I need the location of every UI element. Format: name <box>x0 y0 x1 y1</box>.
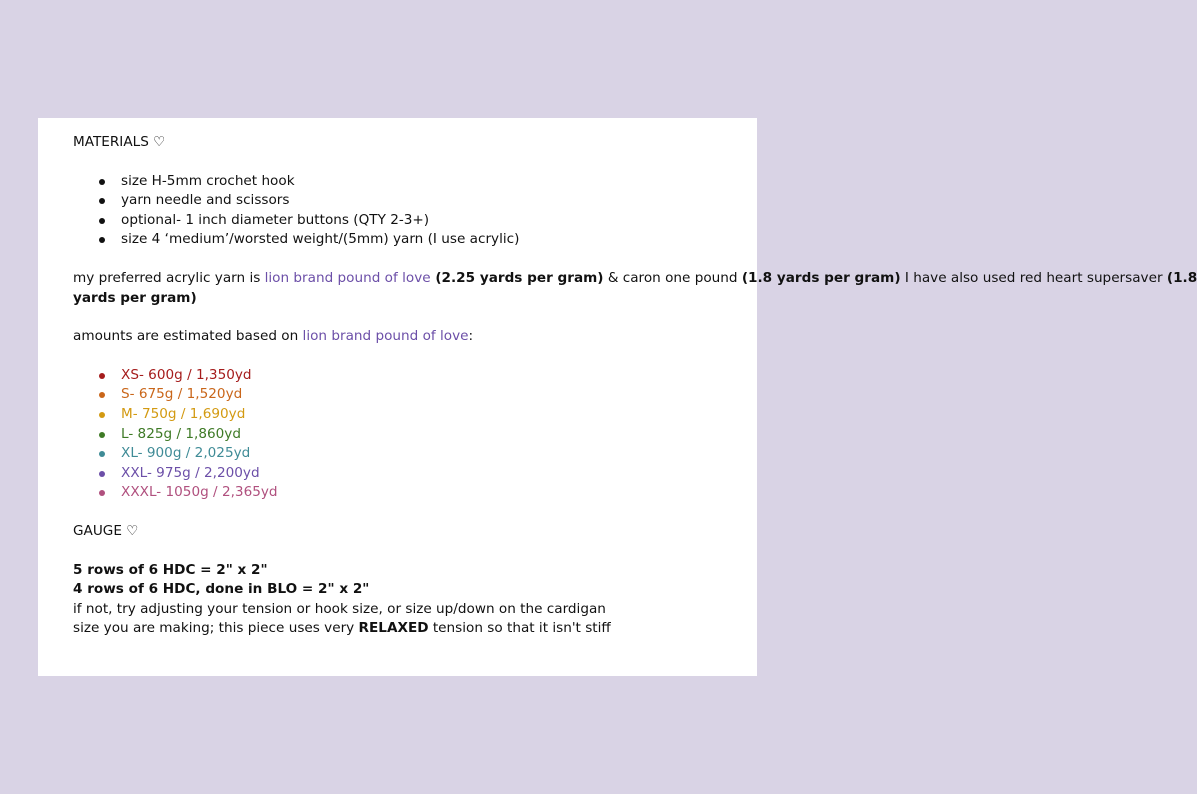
bullet-icon <box>99 392 105 398</box>
amounts-intro: amounts are estimated based on lion brand pound of love: <box>73 328 474 345</box>
yarn-brand-link: lion brand pound of love <box>302 328 469 345</box>
bullet-icon <box>99 237 105 243</box>
bullet-icon <box>99 198 105 204</box>
list-item: size 4 ‘medium’/worsted weight/(5mm) yarn (I use acrylic) <box>73 230 727 250</box>
materials-card <box>38 118 1197 676</box>
gauge-line: 4 rows of 6 HDC, done in BLO = 2" x 2" <box>73 581 370 598</box>
list-item: XXXL- 1050g / 2,365yd <box>73 483 727 503</box>
list-item: L- 825g / 1,860yd <box>73 425 727 445</box>
bullet-icon <box>99 412 105 418</box>
size-amount-list <box>73 366 727 503</box>
yarn-brand-link: lion brand pound of love <box>264 269 431 286</box>
list-item: yarn needle and scissors <box>73 191 727 211</box>
gauge-heading: GAUGE ♡ <box>73 522 139 539</box>
bullet-icon <box>99 490 105 496</box>
bullet-icon <box>99 432 105 438</box>
bullet-icon <box>99 451 105 457</box>
bullet-icon <box>99 373 105 379</box>
gauge-details <box>73 561 727 639</box>
gauge-note: size you are making; this piece uses very RELAXED tension so that it isn't stiff <box>73 620 611 637</box>
list-item: XS- 600g / 1,350yd <box>73 366 727 386</box>
bullet-icon <box>99 179 105 185</box>
list-item: S- 675g / 1,520yd <box>73 385 727 405</box>
gauge-line: 5 rows of 6 HDC = 2" x 2" <box>73 561 268 578</box>
list-item: XXL- 975g / 2,200yd <box>73 464 727 484</box>
bullet-icon <box>99 471 105 477</box>
list-item: size H-5mm crochet hook <box>73 172 727 192</box>
materials-list <box>73 172 727 250</box>
list-item: XL- 900g / 2,025yd <box>73 444 727 464</box>
list-item: optional- 1 inch diameter buttons (QTY 2-3+) <box>73 211 727 231</box>
bullet-icon <box>99 218 105 224</box>
materials-heading: MATERIALS ♡ <box>73 134 166 150</box>
gauge-note: if not, try adjusting your tension or hook size, or size up/down on the cardigan <box>73 600 606 617</box>
yarn-preference-paragraph: my preferred acrylic yarn is lion brand pound of love (2.25 yards per gram) & caron one pound (1.8 yards per gram) I have also used red heart supersaver (1.8 yards per gram) <box>73 269 1197 306</box>
list-item: M- 750g / 1,690yd <box>73 405 727 425</box>
